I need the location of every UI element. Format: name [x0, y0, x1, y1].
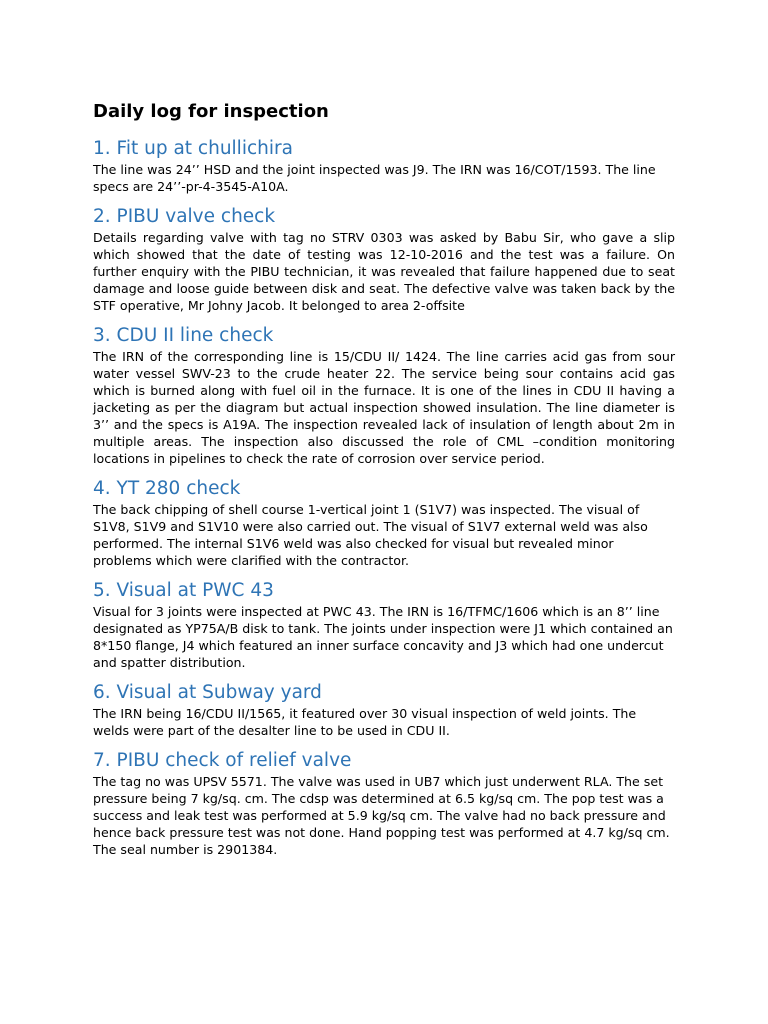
section-heading: 4. YT 280 check — [93, 478, 241, 499]
section-body: The tag no was UPSV 5571. The valve was used in UB7 which just underwent RLA. The set pressure being 7 kg/sq. cm. The cdsp was determined at 6.5 kg/sq cm. The pop test was a success and leak test was performed at 5.9 kg/sq cm. The valve had no back pressure and hence back pressure test was not done. Hand popping test was performed at 4.7 kg/sq cm. The seal number is 2901384. — [93, 774, 670, 857]
section-heading: 6. Visual at Subway yard — [93, 682, 322, 703]
document-page — [93, 98, 675, 868]
section-heading: 2. PIBU valve check — [93, 206, 276, 227]
section-pibu-valve-check — [93, 205, 675, 314]
section-fit-up-chullichira — [93, 137, 675, 195]
section-body: The back chipping of shell course 1-vertical joint 1 (S1V7) was inspected. The visual of S1V8, S1V9 and S1V10 were also carried out. The visual of S1V7 external weld was also performed. The internal S1V6 weld was also checked for visual but revealed minor problems which were clarified with the contractor. — [93, 502, 648, 568]
section-visual-pwc-43 — [93, 579, 675, 671]
section-cdu-ii-line-check — [93, 324, 675, 467]
section-yt-280-check — [93, 477, 675, 569]
section-body: The line was 24’’ HSD and the joint inspected was J9. The IRN was 16/COT/1593. The line specs are 24’’-pr-4-3545-A10A. — [93, 162, 656, 194]
document-title: Daily log for inspection — [93, 101, 329, 122]
section-body: The IRN being 16/CDU II/1565, it featured over 30 visual inspection of weld joints. The welds were part of the desalter line to be used in CDU II. — [93, 706, 637, 738]
section-heading: 5. Visual at PWC 43 — [93, 580, 274, 601]
section-body: Details regarding valve with tag no STRV 0303 was asked by Babu Sir, who gave a slip which showed that the date of testing was 12-10-2016 and the test was a failure. On further enquiry with the PIBU technician, it was revealed that failure happened due to seat damage and loose guide between disk and seat. The defective valve was taken back by the STF operative, Mr Johny Jacob. It belonged to area 2-offsite — [93, 230, 675, 313]
section-heading: 7. PIBU check of relief valve — [93, 750, 352, 771]
section-heading: 3. CDU II line check — [93, 325, 274, 346]
section-heading: 1. Fit up at chullichira — [93, 138, 293, 159]
section-body: The IRN of the corresponding line is 15/CDU II/ 1424. The line carries acid gas from sour water vessel SWV-23 to the crude heater 22. The service being sour contains acid gas which is burned along with fuel oil in the furnace. It is one of the lines in CDU II having a jacketing as per the diagram but actual inspection showed insulation. The line diameter is 3’’ and the specs is A19A. The inspection revealed lack of insulation of length about 2m in multiple areas. The inspection also discussed the role of CML –condition monitoring locations in pipelines to check the rate of corrosion over service period. — [93, 349, 675, 466]
section-pibu-relief-valve — [93, 749, 675, 858]
section-visual-subway-yard — [93, 681, 675, 739]
section-body: Visual for 3 joints were inspected at PWC 43. The IRN is 16/TFMC/1606 which is an 8’’ line designated as YP75A/B disk to tank. The joints under inspection were J1 which contained an 8*150 flange, J4 which featured an inner surface concavity and J3 which had one undercut and spatter distribution. — [93, 604, 673, 670]
